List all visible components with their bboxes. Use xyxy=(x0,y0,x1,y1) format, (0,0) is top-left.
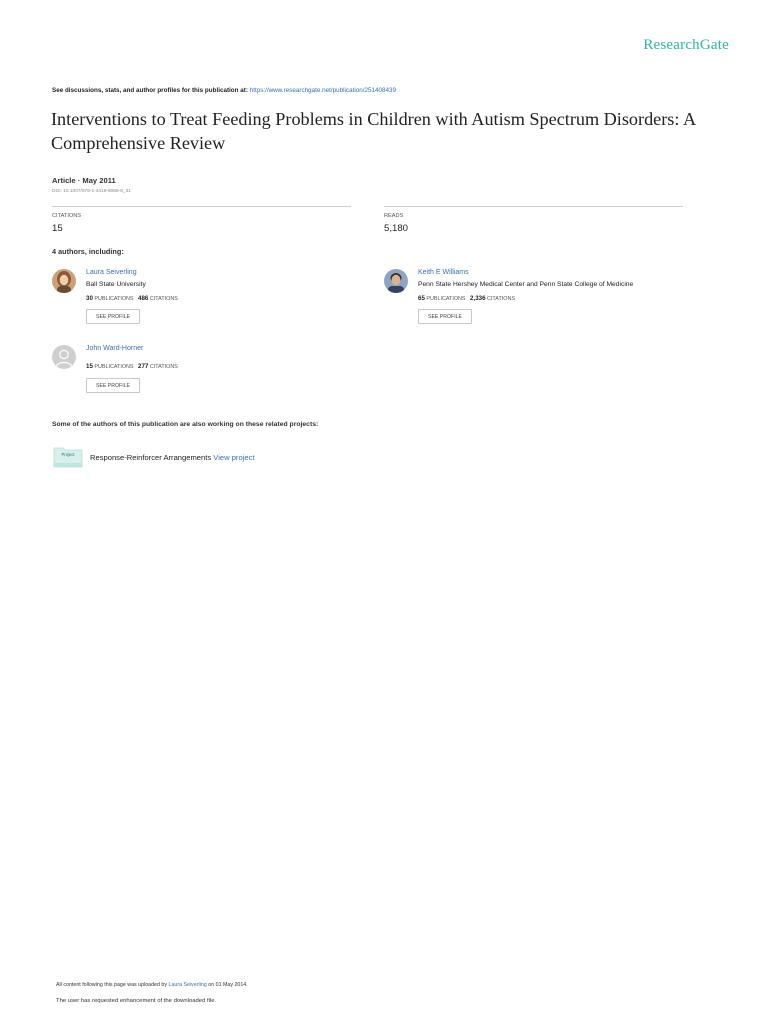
citations-count: 277 xyxy=(138,363,149,370)
source-link[interactable]: https://www.researchgate.net/publication/251408439 xyxy=(249,87,397,94)
article-meta: Article · May 2011 xyxy=(52,176,116,185)
researchgate-logo[interactable]: ResearchGate xyxy=(643,37,729,53)
upload-suffix: on 01 May 2014. xyxy=(208,982,248,988)
article-title: Interventions to Treat Feeding Problems in Children with Autism Spectrum Disorders: A Comprehensive Review xyxy=(51,109,696,153)
citations-count: 2,336 xyxy=(470,295,486,302)
project-name: Response-Reinforcer Arrangements xyxy=(90,453,212,462)
author-stats xyxy=(86,295,178,302)
reads-label: READS xyxy=(384,213,404,219)
author-name[interactable]: Laura Seiverling xyxy=(86,269,137,276)
author-stats xyxy=(86,363,178,370)
author-institution: Penn State Hershey Medical Center and Penn State College of Medicine xyxy=(418,281,634,288)
citations-label: CITATIONS xyxy=(487,296,515,302)
avatar-placeholder-icon[interactable] xyxy=(52,345,76,369)
reads-divider xyxy=(384,206,683,207)
upload-note xyxy=(56,982,248,988)
citations-label: CITATIONS xyxy=(149,364,178,370)
publications-label: PUBLICATIONS xyxy=(94,296,134,302)
enhancement-note: The user has requested enhancement of the downloaded file. xyxy=(56,998,217,1004)
avatar[interactable] xyxy=(52,269,76,293)
publications-count: 65 xyxy=(418,295,425,302)
see-profile-button[interactable]: SEE PROFILE xyxy=(86,378,140,393)
publications-count: 15 xyxy=(86,363,93,370)
citations-value: 15 xyxy=(52,223,63,234)
source-text: See discussions, stats, and author profiles for this publication at: xyxy=(52,87,248,94)
publications-label: PUBLICATIONS xyxy=(426,296,466,302)
see-profile-button[interactable]: SEE PROFILE xyxy=(86,309,140,324)
authors-heading: 4 authors, including: xyxy=(52,247,124,256)
view-project-link[interactable]: View project xyxy=(213,453,255,462)
article-doi: DOI: 10.1007/978-1-4419-8065-6_31 xyxy=(52,189,131,194)
project-badge-icon xyxy=(53,446,83,468)
author-institution: Ball State University xyxy=(86,281,146,288)
author-name[interactable]: Keith E Williams xyxy=(418,269,469,276)
citations-count: 486 xyxy=(138,295,149,302)
citations-divider xyxy=(52,206,351,207)
author-name[interactable]: John Ward-Horner xyxy=(86,345,144,352)
uploader-link[interactable]: Laura Seiverling xyxy=(168,982,207,988)
citations-label: CITATIONS xyxy=(149,296,178,302)
project-badge-label: Project xyxy=(61,452,75,457)
upload-prefix: All content following this page was uploaded by xyxy=(56,982,168,988)
author-stats xyxy=(418,295,515,302)
source-line xyxy=(52,87,396,94)
reads-value: 5,180 xyxy=(384,223,409,234)
citations-label: CITATIONS xyxy=(52,213,82,219)
publications-label: PUBLICATIONS xyxy=(94,364,134,370)
avatar[interactable] xyxy=(384,269,408,293)
publications-count: 30 xyxy=(86,295,93,302)
see-profile-button[interactable]: SEE PROFILE xyxy=(418,309,472,324)
project-item xyxy=(90,453,255,462)
related-projects-heading: Some of the authors of this publication are also working on these related projects: xyxy=(52,421,319,428)
